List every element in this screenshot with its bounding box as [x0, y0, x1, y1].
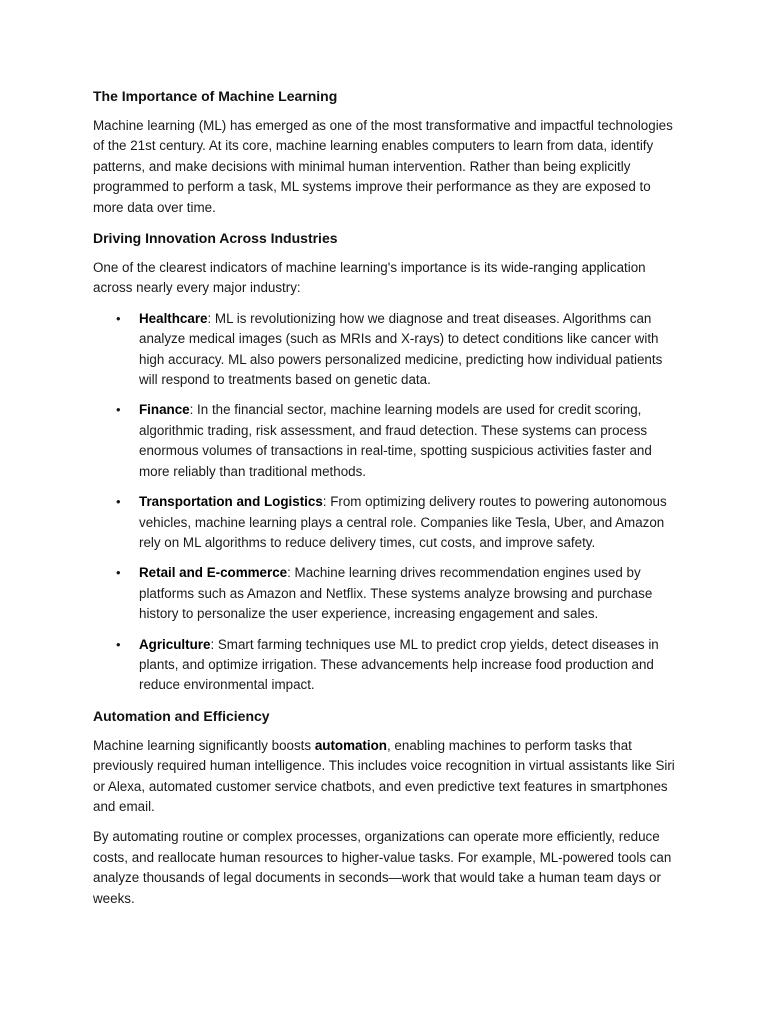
industries-lead-paragraph: One of the clearest indicators of machine learning's importance is its wide-ranging application across nearly every major industry:: [93, 260, 646, 296]
intro-paragraph: Machine learning (ML) has emerged as one of the most transformative and impactful technologies of the 21st century. At its core, machine learning enables computers to learn from data, identify patterns, and make decisions with minimal human intervention. Rather than being explicitly programmed to perform a task, ML systems improve their performance as they are exposed to more data over time.: [93, 118, 673, 215]
bullet-icon: •: [116, 565, 121, 581]
bullet-icon: •: [116, 636, 121, 652]
list-item-term: Agriculture: [139, 636, 211, 652]
list-item-retail: [116, 563, 676, 624]
list-item-finance: [116, 400, 676, 482]
automation-keyword: automation: [314, 737, 387, 753]
bullet-icon: •: [116, 402, 121, 418]
list-item-text: : Machine learning drives recommendation engines used by platforms such as Amazon and Netflix. These systems analyze browsing and purchase history to personalize the user experience, increasing engagement and sales.: [139, 565, 653, 622]
list-item-text: : ML is revolutionizing how we diagnose and treat diseases. Algorithms can analyze medical images (such as MRIs and X-rays) to detect conditions like cancer with high accuracy. ML also powers personalized medicine, predicting how individual patients will respond to treatments based on genetic data.: [139, 310, 663, 388]
list-item-transportation: [116, 492, 676, 553]
efficiency-paragraph: By automating routine or complex processes, organizations can operate more efficiently, reduce costs, and reallocate human resources to higher-value tasks. For example, ML-powered tools can analyze thousands of legal documents in seconds—work that would take a human team days or weeks.: [93, 829, 672, 906]
industry-list: [93, 309, 676, 696]
bullet-icon: •: [116, 310, 121, 326]
list-item-text: : From optimizing delivery routes to powering autonomous vehicles, machine learning plays a central role. Companies like Tesla, Uber, and Amazon rely on ML algorithms to reduce delivery times, cut costs, and improve safety.: [139, 494, 667, 550]
list-item-healthcare: [116, 309, 676, 391]
bullet-icon: •: [116, 494, 121, 510]
automation-text-after: , enabling machines to perform tasks that previously required human intelligence. This includes voice recognition in virtual assistants like Siri or Alexa, automated customer service chatbots, and even predictive text features in smartphones and email.: [93, 737, 675, 814]
automation-paragraph: [93, 736, 676, 818]
section-heading-innovation: Driving Innovation Across Industries: [93, 230, 338, 247]
document-title: The Importance of Machine Learning: [93, 88, 338, 104]
list-item-term: Transportation and Logistics: [139, 494, 323, 510]
list-item-text: : Smart farming techniques use ML to predict crop yields, detect diseases in plants, and optimize irrigation. These advancements help increase food production and reduce environmental impact.: [139, 636, 659, 693]
list-item-term: Healthcare: [139, 310, 208, 326]
automation-text-before: Machine learning significantly boosts: [93, 737, 315, 753]
list-item-text: : In the financial sector, machine learning models are used for credit scoring, algorithmic trading, risk assessment, and fraud detection. These systems can process enormous volumes of transactions in real-time, spotting suspicious activities faster and more reliably than traditional methods.: [139, 402, 652, 479]
section-heading-automation: Automation and Efficiency: [93, 707, 270, 724]
list-item-agriculture: [116, 635, 676, 696]
list-item-term: Retail and E-commerce: [139, 565, 288, 581]
list-item-term: Finance: [139, 402, 190, 418]
